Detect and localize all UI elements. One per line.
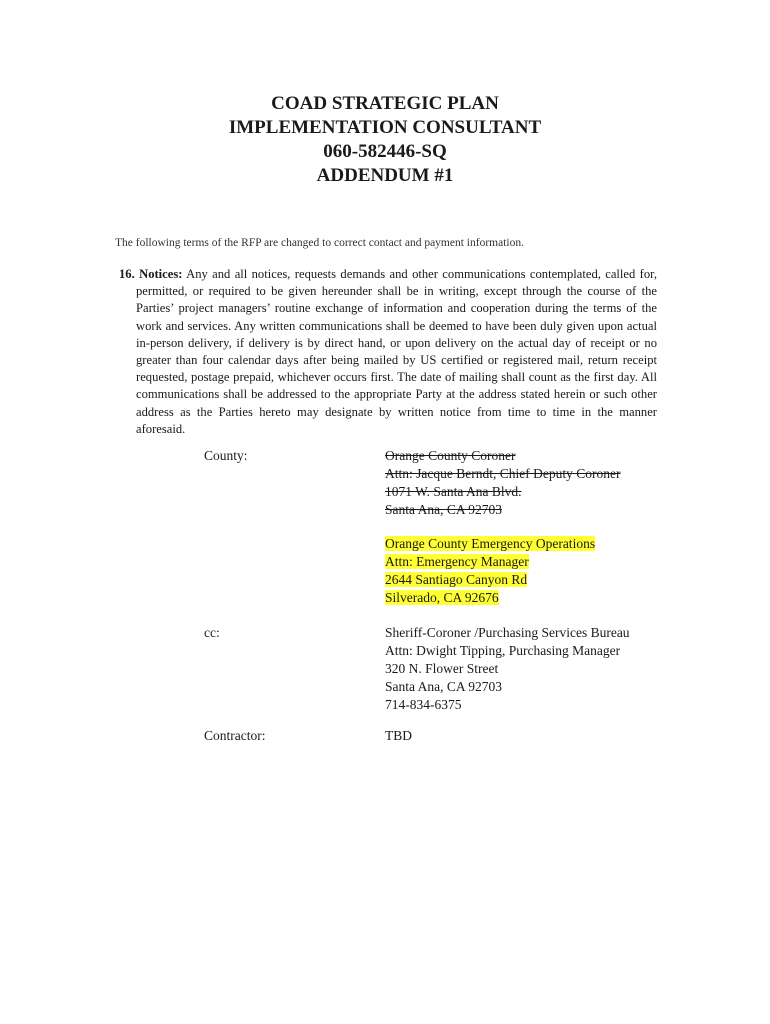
cc-address-line: Sheriff-Coroner /Purchasing Services Bureau [385, 625, 630, 640]
cc-address-line: Attn: Dwight Tipping, Purchasing Manager [385, 643, 621, 658]
notices-heading: 16. Notices: [119, 267, 183, 281]
cc-address-line: 320 N. Flower Street [385, 661, 499, 676]
intro-text: The following terms of the RFP are changed to correct contact and payment information. [115, 237, 524, 249]
cc-address [385, 624, 630, 714]
county-old-address [385, 447, 620, 519]
title-line-4: ADDENDUM #1 [316, 165, 454, 186]
old-address-line: Attn: Jacque Berndt, Chief Deputy Coroner [385, 466, 621, 481]
cc-phone: 714-834-6375 [385, 697, 462, 712]
county-label: County: [204, 448, 248, 463]
cc-address-line: Santa Ana, CA 92703 [385, 679, 502, 694]
title-line-2: IMPLEMENTATION CONSULTANT [228, 117, 542, 138]
notices-section [119, 266, 657, 438]
cc-label: cc: [204, 625, 220, 640]
new-address-line: 2644 Santiago Canyon Rd [385, 572, 528, 587]
county-new-address [385, 535, 595, 607]
notices-body: Any and all notices, requests demands and other communications contemplated, called for, permitted, or required to be given hereunder shall be in writing, except through the course of the Parties’ project managers’ routine exchange of information and cooperation during the terms of the work and services. Any written communications shall be deemed to have been duly given upon actual in-person delivery, if delivery is by direct hand, or upon delivery on the actual day of receipt or no greater than four calendar days after being mailed by US certified or registered mail, return receipt requested, postage prepaid, whichever occurs first. The date of mailing shall count as the first day. All communications shall be addressed to the appropriate Party at the address stated herein or such other address as the Parties hereto may designate by written notice from time to time in the manner aforesaid. [136, 267, 657, 436]
old-address-line: 1071 W. Santa Ana Blvd. [385, 484, 522, 499]
contractor-label: Contractor: [204, 728, 266, 743]
contractor-value: TBD [385, 728, 412, 743]
old-address-line: Orange County Coroner [385, 448, 516, 463]
new-address-line: Orange County Emergency Operations [385, 536, 596, 551]
old-address-line: Santa Ana, CA 92703 [385, 502, 502, 517]
title-line-1: COAD STRATEGIC PLAN [271, 93, 499, 114]
title-line-3: 060-582446-SQ [323, 141, 447, 162]
new-address-line: Silverado, CA 92676 [385, 590, 499, 605]
new-address-line: Attn: Emergency Manager [385, 554, 529, 569]
notices-paragraph [119, 266, 657, 438]
document-title [0, 92, 770, 188]
